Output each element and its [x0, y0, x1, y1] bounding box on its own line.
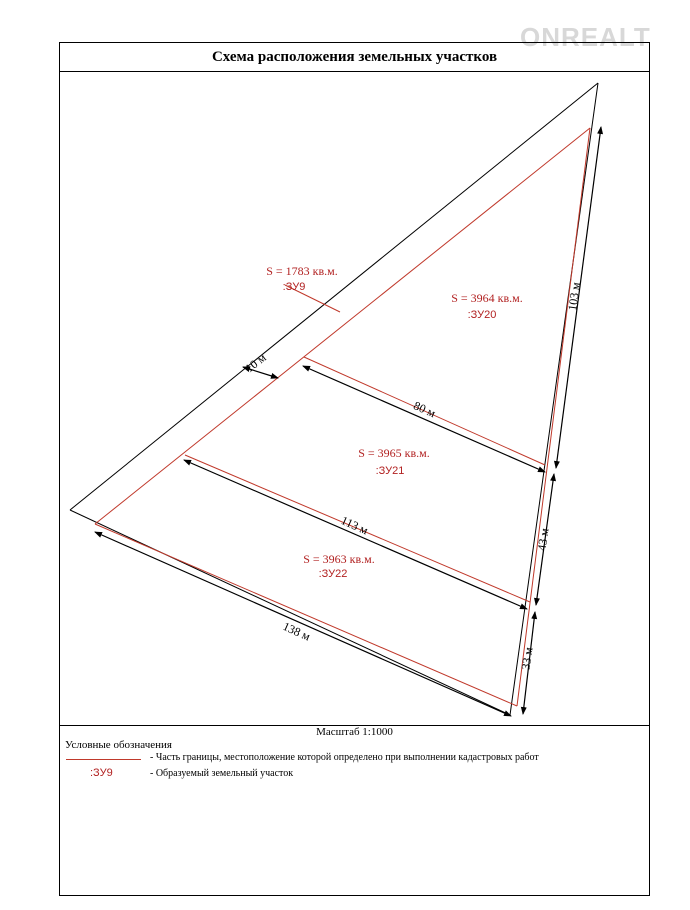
- lot-area-zu22: S = 3963 кв.м.: [303, 552, 375, 566]
- legend-boundary-text: - Часть границы, местоположение которой определено при выполнении кадастровых работ: [150, 752, 539, 763]
- dim-label-80: 80 м: [411, 398, 438, 421]
- lot-id-zu20: :ЗУ20: [467, 309, 497, 321]
- dim-label-10: 10 м: [242, 350, 269, 376]
- lot-area-zu21: S = 3965 кв.м.: [358, 446, 430, 460]
- legend-lot-text: - Образуемый земельный участок: [150, 768, 294, 779]
- lot-boundaries: [95, 128, 590, 706]
- lot-id-zu9: :ЗУ9: [282, 281, 306, 293]
- legend-title: Условные обозначения: [65, 739, 172, 751]
- lot-id-zu21: :ЗУ21: [375, 465, 405, 477]
- dim-label-43: 43 м: [534, 527, 552, 552]
- lot-area-zu20: S = 3964 кв.м.: [451, 291, 523, 305]
- outer-boundary: [70, 83, 598, 715]
- lot-id-zu22: :ЗУ22: [318, 568, 348, 580]
- dimension-lines: [95, 127, 601, 716]
- lot-area-zu9: S = 1783 кв.м.: [266, 264, 338, 278]
- dim-label-138: 138 м: [280, 619, 313, 644]
- scale-label: Масштаб 1:1000: [316, 726, 393, 738]
- legend-lot-symbol: :ЗУ9: [90, 767, 113, 779]
- watermark: ONREALT: [520, 22, 651, 52]
- page-title: Схема расположения земельных участков: [60, 43, 649, 72]
- dim-label-33: 33 м: [518, 646, 536, 671]
- dim-label-103: 103 м: [565, 281, 583, 312]
- dim-label-113: 113 м: [338, 513, 371, 538]
